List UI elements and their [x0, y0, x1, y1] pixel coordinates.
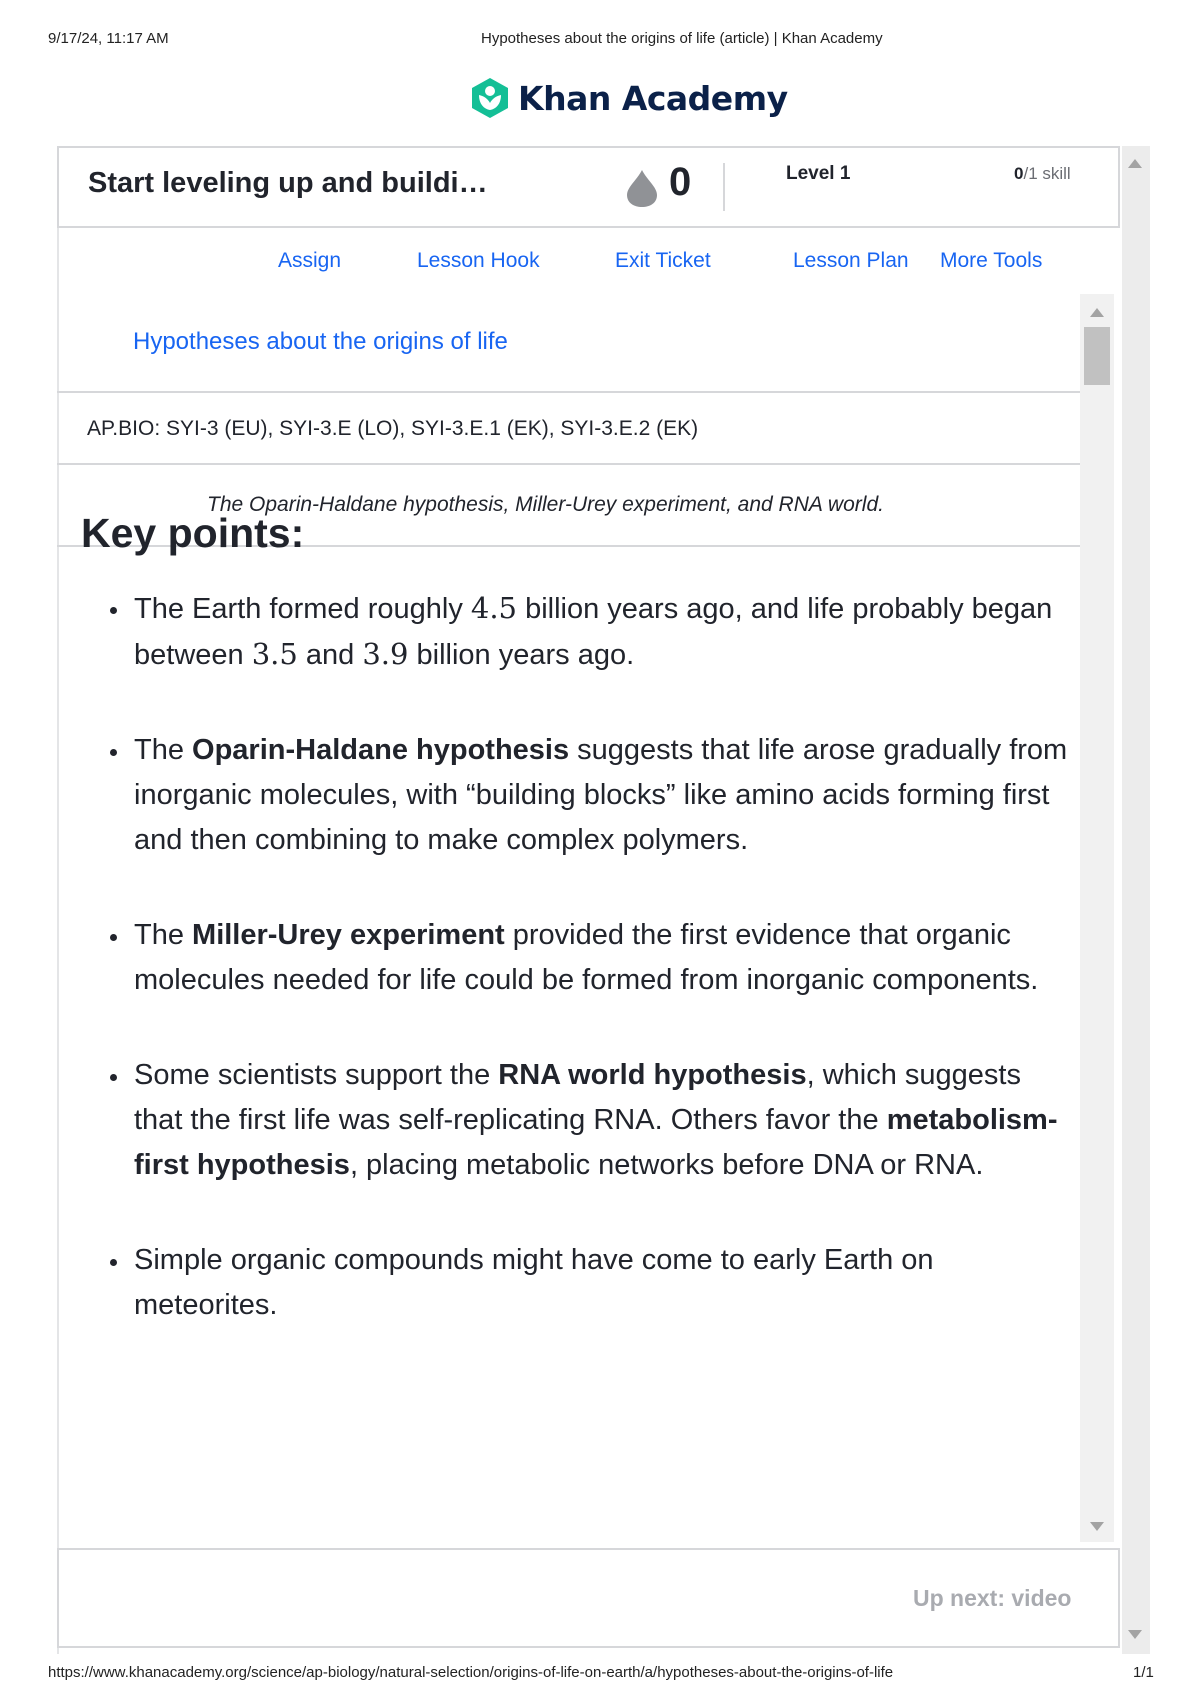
- skills-done: 0: [1014, 164, 1024, 183]
- outer-scroll-down-icon[interactable]: [1128, 1630, 1142, 1639]
- print-datetime: 9/17/24, 11:17 AM: [48, 30, 169, 47]
- list-item: The Miller-Urey experiment provided the first evidence that organic molecules needed for life could be formed from inorganic components.: [100, 913, 1070, 1003]
- skills-total: /1 skill: [1023, 164, 1071, 183]
- energy-points: 0: [669, 160, 692, 204]
- tool-lesson-plan[interactable]: Lesson Plan: [793, 249, 909, 272]
- up-next-button[interactable]: Up next: video: [913, 1585, 1072, 1611]
- list-item: The Earth formed roughly 4.5 billion years ago, and life probably began between 3.5 and 3.9 billion years ago.: [100, 586, 1070, 678]
- outer-scrollbar[interactable]: [1122, 146, 1150, 1654]
- article-subtitle: The Oparin-Haldane hypothesis, Miller-Urey experiment, and RNA world.: [207, 493, 884, 516]
- list-item: Simple organic compounds might have come to early Earth on meteorites.: [100, 1238, 1070, 1328]
- logo-wordmark: Khan Academy: [518, 78, 788, 118]
- ap-standards: AP.BIO: SYI‑3 (EU), SYI‑3.E (LO), SYI‑3.E.1 (EK), SYI‑3.E.2 (EK): [87, 417, 699, 440]
- key-points-heading: Key points:: [81, 510, 305, 556]
- article-title-link[interactable]: Hypotheses about the origins of life: [133, 328, 508, 355]
- article-scroll-thumb[interactable]: [1084, 327, 1110, 385]
- skill-count: [1014, 164, 1071, 184]
- article-scroll-up-icon[interactable]: [1090, 308, 1104, 317]
- article-scroll-down-icon[interactable]: [1090, 1522, 1104, 1531]
- print-url: https://www.khanacademy.org/science/ap-biology/natural-selection/origins-of-life-on-earth/a/hypotheses-about-the-origins-of-life: [48, 1664, 894, 1681]
- print-page-number: 1/1: [1133, 1664, 1154, 1681]
- key-points-list: [100, 586, 1070, 1378]
- print-page-title: Hypotheses about the origins of life (article) | Khan Academy: [481, 30, 883, 47]
- khan-academy-logo[interactable]: [468, 76, 788, 120]
- divider: [57, 463, 1080, 465]
- tool-assign[interactable]: Assign: [278, 249, 342, 272]
- outer-scroll-up-icon[interactable]: [1128, 159, 1142, 168]
- card-divider: [723, 163, 725, 211]
- divider: [57, 391, 1080, 393]
- article-scrollbar[interactable]: [1080, 294, 1114, 1542]
- progress-card-title[interactable]: Start leveling up and buildi…: [88, 167, 488, 199]
- tool-exit-ticket[interactable]: Exit Ticket: [615, 249, 711, 272]
- khan-academy-leaf-icon: [468, 76, 512, 120]
- list-item: The Oparin-Haldane hypothesis suggests that life arose gradually from inorganic molecules, with “building blocks” like amino acids forming first and then combining to make complex polymers.: [100, 728, 1070, 863]
- tool-more-tools[interactable]: More Tools: [940, 249, 1043, 272]
- tool-lesson-hook[interactable]: Lesson Hook: [417, 249, 540, 272]
- list-item: Some scientists support the RNA world hypothesis, which suggests that the first life was self-replicating RNA. Others favor the metabolism-first hypothesis, placing metabolic networks before DNA or RNA.: [100, 1053, 1070, 1188]
- energy-drop-icon: [625, 168, 659, 208]
- level-label: Level 1: [786, 163, 851, 184]
